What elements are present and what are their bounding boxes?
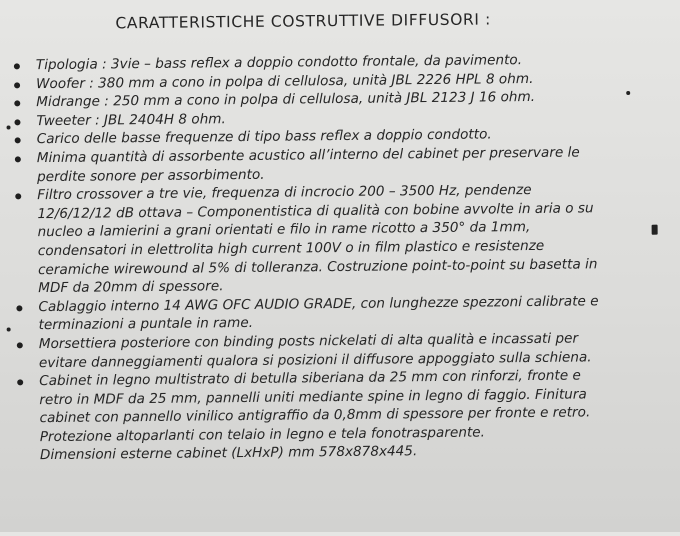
ink-speck	[7, 327, 11, 331]
spec-line: Cablaggio interno 14 AWG OFC AUDIO GRADE, con lunghezze spezzoni calibrate e	[38, 293, 599, 315]
spec-line: evitare danneggiamenti qualora si posizioni il diffusore appoggiato sulla schiena.	[38, 348, 592, 371]
spec-line: Woofer : 380 mm a cono in polpa di cellulosa, unità JBL 2226 HPL 8 ohm.	[35, 70, 534, 92]
spec-line: Minima quantità di assorbente acustico all’interno del cabinet per preservare le	[36, 144, 580, 167]
spec-line: Dimensioni esterne cabinet (LxHxP) mm 578x878x445.	[39, 443, 418, 464]
bullet-icon	[17, 379, 23, 385]
bullet-icon	[14, 63, 20, 69]
ink-speck	[7, 125, 11, 129]
spec-line: Tweeter : JBL 2404H 8 ohm.	[36, 110, 226, 129]
spec-list	[12, 50, 676, 466]
bullet-icon	[14, 101, 20, 107]
spec-line: cabinet con pannello vinilico antigraffio da 0,8mm di spessore per fronte e retro.	[39, 404, 591, 427]
spec-line: terminazioni a puntale in rame.	[38, 315, 254, 334]
spec-item	[13, 180, 674, 298]
spec-line: 12/6/12/12 dB ottava – Componentistica di qualità con bobine avvolte in aria o su	[37, 200, 594, 222]
ink-speck	[626, 91, 630, 95]
bullet-icon	[14, 119, 20, 125]
bullet-icon	[15, 193, 21, 199]
spec-line: Morsettiera posteriore con binding posts nickelati di alta qualità e incassati per	[38, 330, 579, 353]
spec-item	[15, 366, 676, 466]
bullet-icon	[15, 138, 21, 144]
spec-line: MDF da 20mm di spessore.	[38, 278, 224, 297]
document-title: CARATTERISTICHE COSTRUTTIVE DIFFUSORI :	[115, 10, 491, 33]
spec-line: condensatori in elettrolita high current 100V o in film plastico e resistenze	[37, 237, 545, 260]
ink-speck	[652, 225, 658, 235]
bullet-icon	[14, 82, 20, 88]
spec-line: perdite sonore per assorbimento.	[36, 166, 265, 185]
spec-line: retro in MDF da 25 mm, pannelli uniti mediante spine in legno di faggio. Finitura	[39, 386, 587, 408]
spec-line: Cabinet in legno multistrato di betulla siberiana da 25 mm con rinforzi, fronte e	[39, 367, 581, 390]
spec-line: ceramiche wirewound al 5% di tolleranza. Costruzione point-to-point su basetta in	[37, 255, 598, 278]
spec-line: Filtro crossover a tre vie, frequenza di incrocio 200 – 3500 Hz, pendenze	[37, 182, 532, 204]
spec-line: Carico delle basse frequenze di tipo bass reflex a doppio condotto.	[36, 126, 492, 148]
spec-line: Midrange : 250 mm a cono in polpa di cellulosa, unità JBL 2123 J 16 ohm.	[36, 89, 536, 111]
bullet-icon	[15, 156, 21, 162]
spec-line: Protezione altoparlanti con telaio in legno e tela fonotrasparente.	[39, 424, 486, 446]
bullet-icon	[17, 342, 23, 348]
spec-line: Tipologia : 3vie – bass reflex a doppio condotto frontale, da pavimento.	[35, 52, 523, 74]
bullet-icon	[16, 305, 22, 311]
spec-line: nucleo a lamierini a grani orientati e filo in rame ricotto a 350° da 1mm,	[37, 219, 531, 241]
